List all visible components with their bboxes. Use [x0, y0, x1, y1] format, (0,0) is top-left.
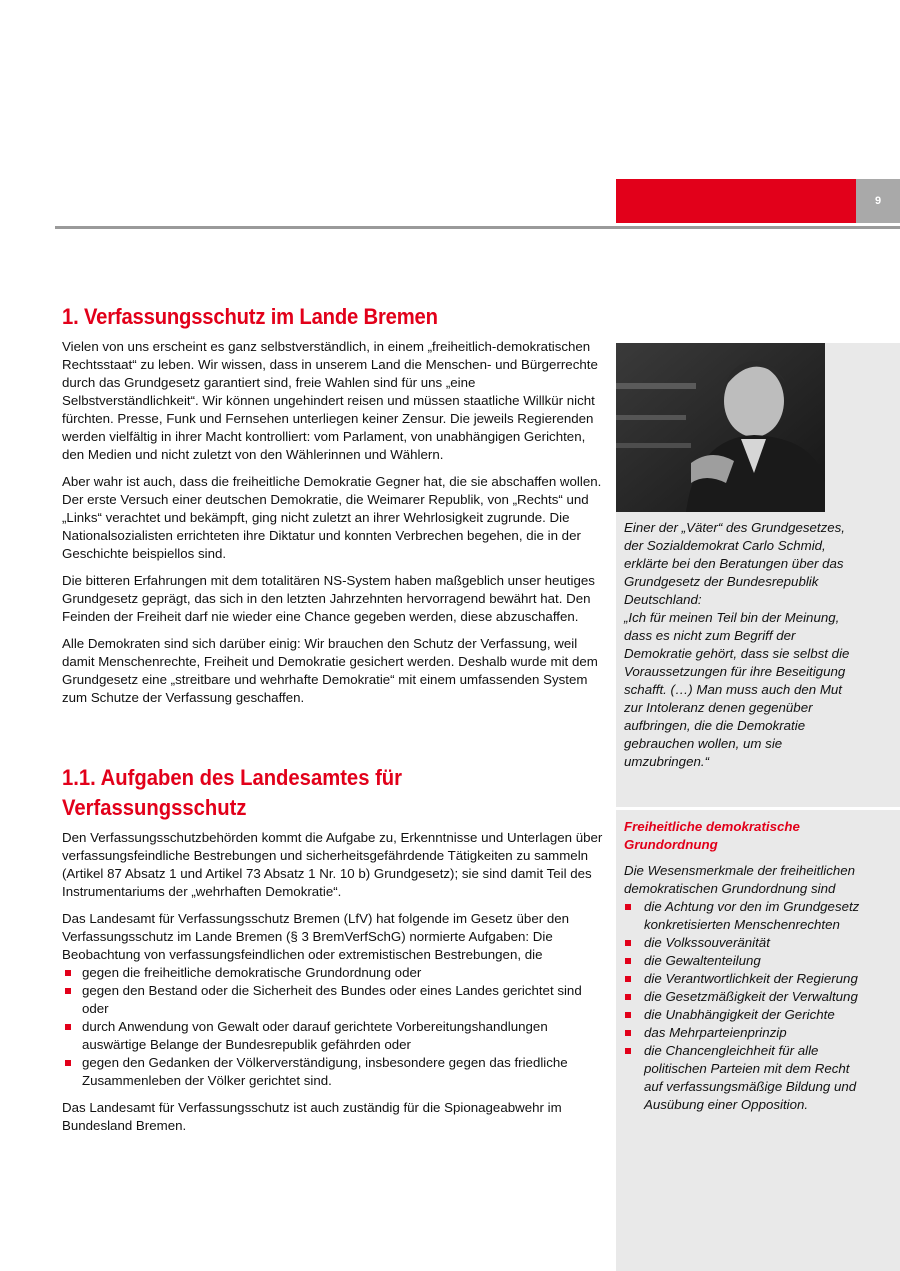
- fdgo-box: [624, 818, 860, 1123]
- sidebar-divider: [616, 807, 900, 810]
- header-red-bar: [616, 179, 856, 223]
- section1-paragraph: Aber wahr ist auch, dass die freiheitliche Demokratie Gegner hat, die sie abschaffen wollen. Der erste Versuch einer deutschen Demokratie, die Weimarer Republik, von „Rechts“ und „Links“ verachtet und bekämpft, ging nicht zuletzt an ihrer Wehrlosigkeit zugrunde. Die Nationalsozialisten errichteten ihre Diktatur und konnten Verbrechen begehen, die in der Geschichte beispiellos sind.: [62, 474, 602, 561]
- caption-quote: „Ich für meinen Teil bin der Meinung, dass es nicht zum Begriff der Demokratie gehört, dass sie selbst die Voraussetzungen für ihre Beseitigung schafft. (…) Man muss auch den Mut zur Intoleranz denen gegenüber aufbringen, die die Demokratie gebrauchen wollen, um sie umzubringen.“: [624, 610, 850, 769]
- photo-caption: [624, 519, 864, 771]
- section1-paragraph: Vielen von uns erscheint es ganz selbstverständlich, in einem „freiheitlich-demokratischen Rechtsstaat“ zu leben. Wir wissen, dass in unserem Land die Menschen- und Bürgerrechte durch das Grundgesetz garantiert sind, freie Wahlen sind für uns „eine Selbstverständlichkeit“. Wir können ungehindert reisen und müssen staatliche Willkür nicht fürchten. Presse, Funk und Fernsehen unterliegen keiner Zensur. Die jeweils Regierenden werden vielfältig in ihrer Macht kontrolliert: vom Parlament, von unabhängigen Gerichten, den Medien und nicht zuletzt von den Wählerinnen und Wählern.: [62, 339, 598, 462]
- page-number: 9: [856, 179, 900, 223]
- list-item: gegen den Gedanken der Völkerverständigung, insbesondere gegen das friedliche Zusammenleben der Völker gerichtet sind.: [62, 1054, 610, 1090]
- list-item: das Mehrparteienprinzip: [624, 1024, 860, 1042]
- portrait-photo-icon: [616, 343, 825, 512]
- section1-title: 1. Verfassungsschutz im Lande Bremen: [62, 304, 438, 329]
- tasks-list: [62, 964, 610, 1090]
- section1-paragraph: Die bitteren Erfahrungen mit dem totalitären NS-System haben maßgeblich unser heutiges Grundgesetz geprägt, das sich in den letzten Jahrzehnten hervorragend bewährt hat. Den Feinden der Freiheit darf nie wieder eine Chance gegeben werden, diese abzuschaffen.: [62, 573, 595, 624]
- section1-paragraph: Alle Demokraten sind sich darüber einig: Wir brauchen den Schutz der Verfassung, weil damit Menschenrechte, Freiheit und Demokratie gesichert werden. Deshalb wurde mit dem Grundgesetz eine „streitbare und wehrhafte Demokratie“ mit einem umfassenden System zum Schutze der Verfassung geschaffen.: [62, 636, 598, 705]
- caption-intro: Einer der „Väter“ des Grundgesetzes, der Sozialdemokrat Carlo Schmid, erklärte bei den Beratungen über das Grundgesetz der Bundesrepublik Deutschland:: [624, 520, 845, 607]
- list-item: die Gewaltenteilung: [624, 952, 860, 970]
- section2-paragraph: Das Landesamt für Verfassungsschutz ist auch zuständig für die Spionageabwehr im Bundesland Bremen.: [62, 1100, 562, 1133]
- section2-paragraph: Den Verfassungsschutzbehörden kommt die Aufgabe zu, Erkenntnisse und Unterlagen über verfassungsfeindliche Bestrebungen und sicherheitsgefährdende Tätigkeiten zu sammeln (Artikel 87 Absatz 1 und Artikel 73 Absatz 1 Nr. 10 b) Grundgesetz); sie sind damit Teil des Instrumentariums der „wehrhaften Demokratie“.: [62, 830, 603, 899]
- fdgo-title: Freiheitliche demokratische Grundordnung: [624, 819, 800, 852]
- list-item: gegen die freiheitliche demokratische Grundordnung oder: [62, 964, 610, 982]
- list-item: durch Anwendung von Gewalt oder darauf gerichtete Vorbereitungshandlungen auswärtige Belange der Bundesrepublik gefährden oder: [62, 1018, 610, 1054]
- sidebar: [616, 343, 900, 1271]
- list-item: die Volkssouveränität: [624, 934, 860, 952]
- main-column: [62, 302, 610, 1144]
- section2-paragraph: Das Landesamt für Verfassungsschutz Bremen (LfV) hat folgende im Gesetz über den Verfassungsschutz im Lande Bremen (§ 3 BremVerfSchG) normierte Aufgaben: Die Beobachtung von verfassungsfeindlichen oder extremistischen Bestrebungen, die: [62, 911, 570, 962]
- fdgo-intro: Die Wesensmerkmale der freiheitlichen demokratischen Grundordnung sind: [624, 863, 856, 896]
- list-item: gegen den Bestand oder die Sicherheit des Bundes oder eines Landes gerichtet sind oder: [62, 982, 610, 1018]
- header-rule: [55, 226, 900, 229]
- list-item: die Gesetzmäßigkeit der Verwaltung: [624, 988, 860, 1006]
- portrait-photo-illustration: [616, 343, 825, 512]
- list-item: die Verantwortlichkeit der Regierung: [624, 970, 860, 988]
- list-item: die Chancengleichheit für alle politischen Parteien mit dem Recht auf verfassungsmäßige Bildung und Ausübung einer Opposition.: [624, 1042, 860, 1114]
- section2-title: 1.1. Aufgaben des Landesamtes für Verfassungsschutz: [62, 765, 403, 820]
- list-item: die Unabhängigkeit der Gerichte: [624, 1006, 860, 1024]
- list-item: die Achtung vor den im Grundgesetz konkretisierten Menschenrechten: [624, 898, 860, 934]
- fdgo-list: [624, 898, 860, 1114]
- section2: [62, 763, 610, 1135]
